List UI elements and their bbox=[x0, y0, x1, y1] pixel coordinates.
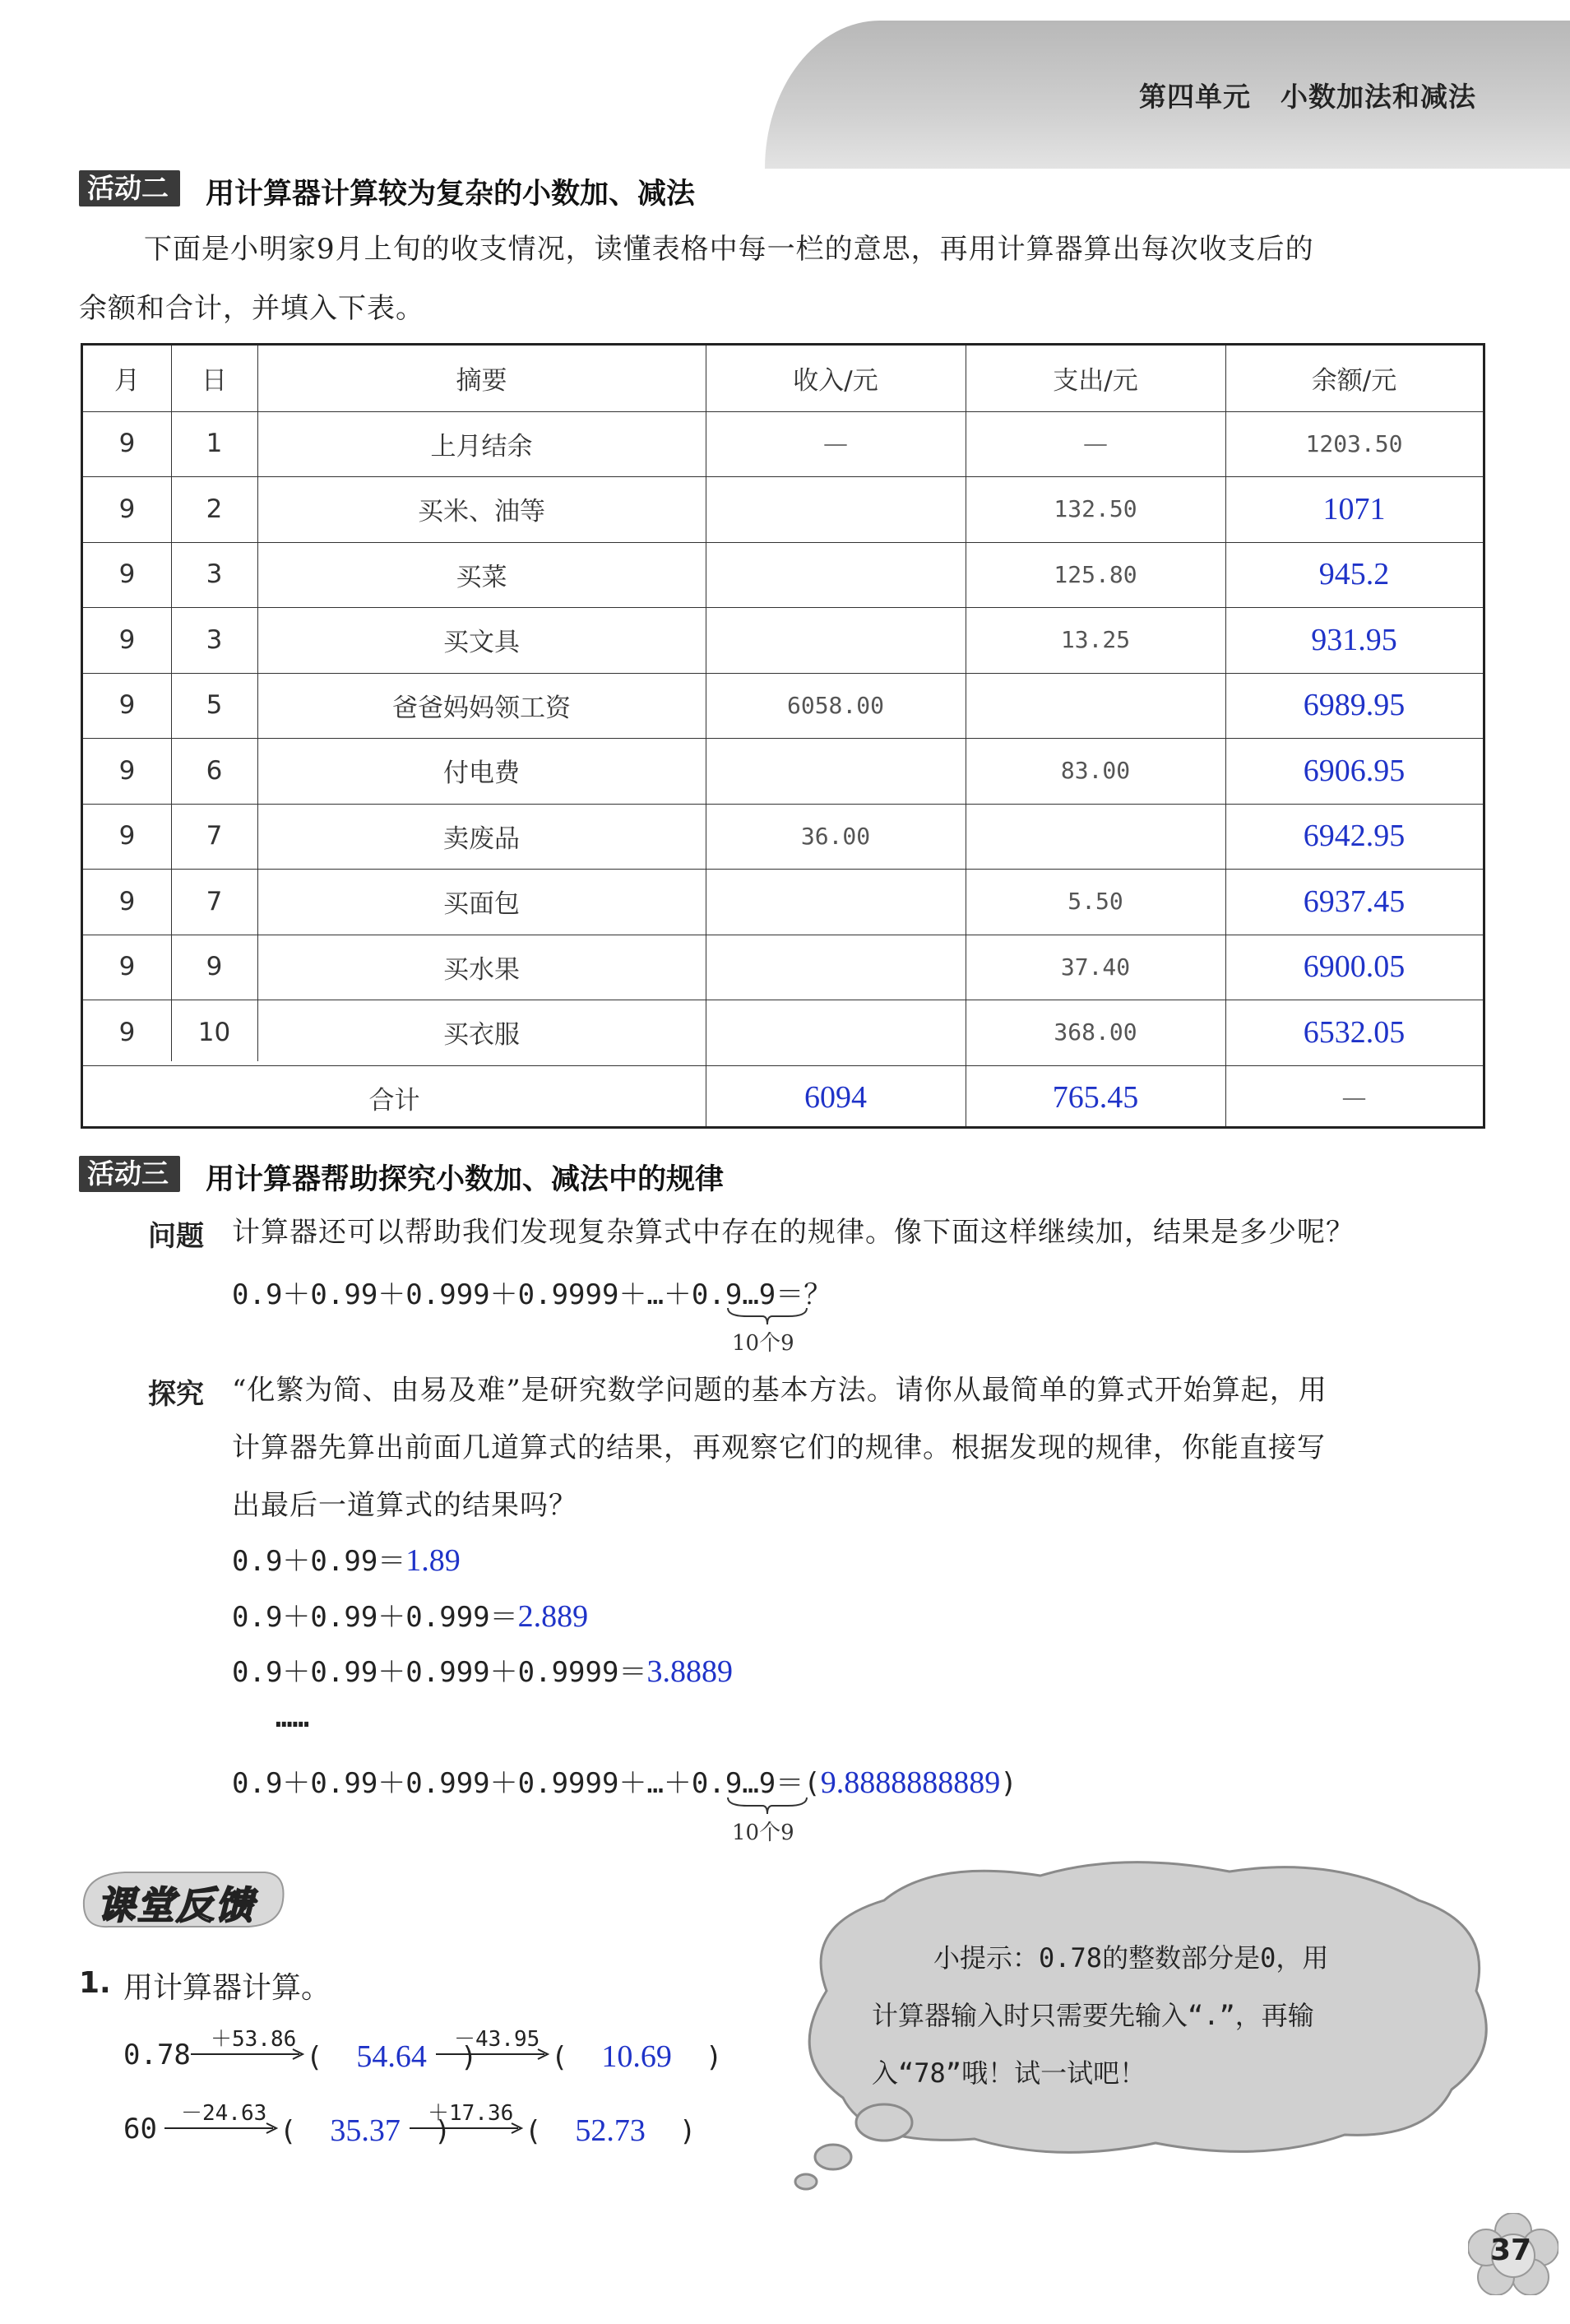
chapter-header bbox=[1139, 76, 1476, 114]
expense-cell: 132.50 bbox=[1054, 495, 1137, 523]
expense-cell: 5.50 bbox=[1068, 888, 1123, 916]
explore-line-3: 出最后一道算式的结果吗？ bbox=[232, 1489, 577, 1522]
table-header-cell: 余额/元 bbox=[1311, 366, 1397, 397]
income-cell bbox=[706, 935, 966, 1000]
step-1 bbox=[232, 1538, 461, 1579]
balance-cell: 6937.45 bbox=[1303, 884, 1406, 919]
balance-cell: 931.95 bbox=[1311, 622, 1397, 657]
expense-cell: 37.40 bbox=[1060, 953, 1131, 981]
expense-cell bbox=[966, 673, 1225, 739]
summary-cell: 爸爸妈妈领工资 bbox=[392, 693, 571, 723]
day-cell: 10 bbox=[197, 1017, 231, 1047]
chain1-op2: －43.95 bbox=[454, 2027, 540, 2052]
explore-line-1: “化繁为简、由易及难”是研究数学问题的基本方法。请你从最简单的算式开始算起，用 bbox=[232, 1374, 1327, 1407]
unit-label: 第四单元 bbox=[1139, 81, 1251, 113]
question-brace-note: 10个9 bbox=[732, 1331, 794, 1356]
final-expr-text: 0.9＋0.99＋0.999＋0.9999＋…＋0.9…9＝( bbox=[232, 1767, 821, 1800]
question-label: 问题 bbox=[148, 1220, 204, 1253]
final-expression bbox=[232, 1760, 1017, 1801]
summary-cell: 买衣服 bbox=[443, 1020, 520, 1051]
table-header-cell: 摘要 bbox=[456, 366, 507, 397]
table-header-cell: 支出/元 bbox=[1053, 366, 1138, 397]
topic-label: 小数加法和减法 bbox=[1281, 81, 1476, 113]
chain1-op1: ＋53.86 bbox=[211, 2027, 297, 2052]
income-cell bbox=[706, 542, 966, 608]
expense-cell: 125.80 bbox=[1054, 560, 1137, 588]
income-cell: 6058.00 bbox=[786, 691, 884, 719]
total-expense: 765.45 bbox=[1052, 1080, 1139, 1116]
question-text: 计算器还可以帮助我们发现复杂算式中存在的规律。像下面这样继续加，结果是多少呢？ bbox=[232, 1216, 1355, 1249]
page-number: 37 bbox=[1490, 2234, 1532, 2267]
day-cell: 3 bbox=[206, 624, 223, 655]
chain1-start: 0.78 bbox=[123, 2039, 191, 2071]
total-income: 6094 bbox=[804, 1080, 867, 1116]
activity2-instruction-2: 余额和合计，并填入下表。 bbox=[79, 292, 424, 325]
table-header-cell: 月 bbox=[114, 366, 140, 397]
total-label: 合计 bbox=[368, 1085, 420, 1116]
step-2 bbox=[232, 1594, 588, 1635]
balance-cell: 6900.05 bbox=[1303, 949, 1406, 985]
chain1-arrow1-icon bbox=[191, 2048, 306, 2060]
expense-cell: 83.00 bbox=[1060, 757, 1131, 785]
q1-number: 1. bbox=[79, 1966, 111, 2000]
expense-cell: 368.00 bbox=[1054, 1018, 1137, 1046]
final-answer: 9.8888888889 bbox=[820, 1765, 1001, 1800]
chain2-ans1: 35.37 bbox=[330, 2113, 401, 2148]
chain1-blank1: ( 54.64 ) bbox=[306, 2039, 478, 2074]
income-cell bbox=[706, 738, 966, 804]
balance-cell: 6989.95 bbox=[1303, 688, 1406, 723]
month-cell: 9 bbox=[118, 559, 136, 590]
chain2-blank1: ( 35.37 ) bbox=[280, 2113, 452, 2148]
summary-cell: 买面包 bbox=[443, 889, 520, 920]
chain2-arrow1-icon bbox=[164, 2122, 280, 2134]
step-3 bbox=[232, 1649, 733, 1690]
balance-cell: 1071 bbox=[1322, 491, 1386, 526]
step-3-expr: 0.9＋0.99＋0.999＋0.9999＝ bbox=[232, 1656, 647, 1689]
day-cell: 6 bbox=[206, 755, 223, 786]
final-brace bbox=[726, 1796, 808, 1816]
step-3-answer: 3.8889 bbox=[646, 1654, 733, 1689]
summary-cell: 买水果 bbox=[443, 954, 520, 985]
income-cell bbox=[706, 869, 966, 935]
income-cell bbox=[706, 1000, 966, 1065]
chain2-start: 60 bbox=[123, 2113, 157, 2145]
income-cell bbox=[706, 476, 966, 542]
month-cell: 9 bbox=[118, 1017, 136, 1047]
chain1-ans1: 54.64 bbox=[356, 2039, 427, 2074]
day-cell: 1 bbox=[206, 429, 223, 459]
step-2-answer: 2.889 bbox=[517, 1599, 589, 1634]
step-1-answer: 1.89 bbox=[405, 1543, 461, 1578]
income-cell: — bbox=[823, 429, 848, 458]
chain2-arrow2-icon bbox=[410, 2122, 525, 2134]
table-header-cell: 日 bbox=[201, 366, 227, 397]
final-close-paren: ) bbox=[1000, 1767, 1017, 1800]
month-cell: 9 bbox=[118, 624, 136, 655]
month-cell: 9 bbox=[118, 821, 136, 851]
balance-cell: 6942.95 bbox=[1303, 819, 1406, 854]
activity3-tag: 活动三 bbox=[79, 1156, 180, 1192]
month-cell: 9 bbox=[118, 690, 136, 721]
final-brace-note: 10个9 bbox=[732, 1821, 794, 1845]
summary-cell: 卖废品 bbox=[443, 823, 520, 854]
day-cell: 9 bbox=[206, 952, 223, 982]
chain2-blank2: ( 52.73 ) bbox=[525, 2113, 697, 2148]
income-cell: 36.00 bbox=[800, 822, 871, 850]
month-cell: 9 bbox=[118, 755, 136, 786]
chain2-op1: －24.63 bbox=[181, 2101, 267, 2126]
step-2-expr: 0.9＋0.99＋0.999＝ bbox=[232, 1601, 518, 1634]
balance-cell: 945.2 bbox=[1318, 557, 1390, 592]
day-cell: 7 bbox=[206, 886, 223, 916]
ellipsis: …… bbox=[276, 1701, 309, 1734]
expense-cell: — bbox=[1083, 429, 1108, 458]
chain1-ans2: 10.69 bbox=[601, 2039, 672, 2074]
chain2-ans2: 52.73 bbox=[575, 2113, 646, 2148]
balance-cell: 1203.50 bbox=[1305, 429, 1403, 457]
total-balance: — bbox=[1341, 1083, 1367, 1112]
table-header-cell: 收入/元 bbox=[793, 366, 878, 397]
summary-cell: 买菜 bbox=[456, 562, 507, 592]
hint-line-3: 入“78”哦！试一试吧！ bbox=[872, 2057, 1146, 2089]
question-expression: 0.9＋0.99＋0.999＋0.9999＋…＋0.9…9＝？ bbox=[232, 1278, 832, 1311]
month-cell: 9 bbox=[118, 886, 136, 916]
day-cell: 2 bbox=[206, 494, 223, 524]
q1-text: 用计算器计算。 bbox=[123, 1971, 331, 2005]
summary-cell: 上月结余 bbox=[430, 431, 533, 462]
step-1-expr: 0.9＋0.99＝ bbox=[232, 1545, 406, 1578]
month-cell: 9 bbox=[118, 494, 136, 524]
activity2-tag: 活动二 bbox=[79, 170, 180, 206]
explore-label: 探究 bbox=[148, 1378, 204, 1411]
activity2-title: 用计算器计算较为复杂的小数加、减法 bbox=[206, 178, 696, 211]
hint-line-2: 计算器输入时只需要先输入“.”，再输 bbox=[872, 2000, 1314, 2031]
summary-cell: 买米、油等 bbox=[418, 497, 545, 527]
chain2-op2: ＋17.36 bbox=[428, 2101, 514, 2126]
day-cell: 7 bbox=[206, 821, 223, 851]
summary-cell: 买文具 bbox=[443, 628, 520, 658]
income-expense-table bbox=[81, 343, 1485, 1129]
activity3-title: 用计算器帮助探究小数加、减法中的规律 bbox=[206, 1163, 725, 1196]
question-brace bbox=[726, 1306, 808, 1326]
month-cell: 9 bbox=[118, 429, 136, 459]
activity2-instruction-1: 下面是小明家9月上旬的收支情况，读懂表格中每一栏的意思，再用计算器算出每次收支后的 bbox=[144, 233, 1314, 266]
expense-cell bbox=[966, 804, 1225, 870]
chain1-blank2: ( 10.69 ) bbox=[551, 2039, 723, 2074]
hint-line-1: 小提示：0.78的整数部分是0，用 bbox=[933, 1942, 1329, 1974]
income-cell bbox=[706, 607, 966, 673]
balance-cell: 6532.05 bbox=[1303, 1014, 1406, 1050]
day-cell: 5 bbox=[206, 690, 223, 721]
feedback-banner-title: 课堂反馈 bbox=[97, 1883, 255, 1927]
explore-line-2: 计算器先算出前面几道算式的结果，再观察它们的规律。根据发现的规律，你能直接写 bbox=[232, 1431, 1326, 1464]
balance-cell: 6906.95 bbox=[1303, 753, 1406, 788]
expense-cell: 13.25 bbox=[1060, 626, 1131, 654]
chain1-arrow2-icon bbox=[436, 2048, 551, 2060]
summary-cell: 付电费 bbox=[443, 758, 520, 789]
day-cell: 3 bbox=[206, 559, 223, 590]
month-cell: 9 bbox=[118, 952, 136, 982]
